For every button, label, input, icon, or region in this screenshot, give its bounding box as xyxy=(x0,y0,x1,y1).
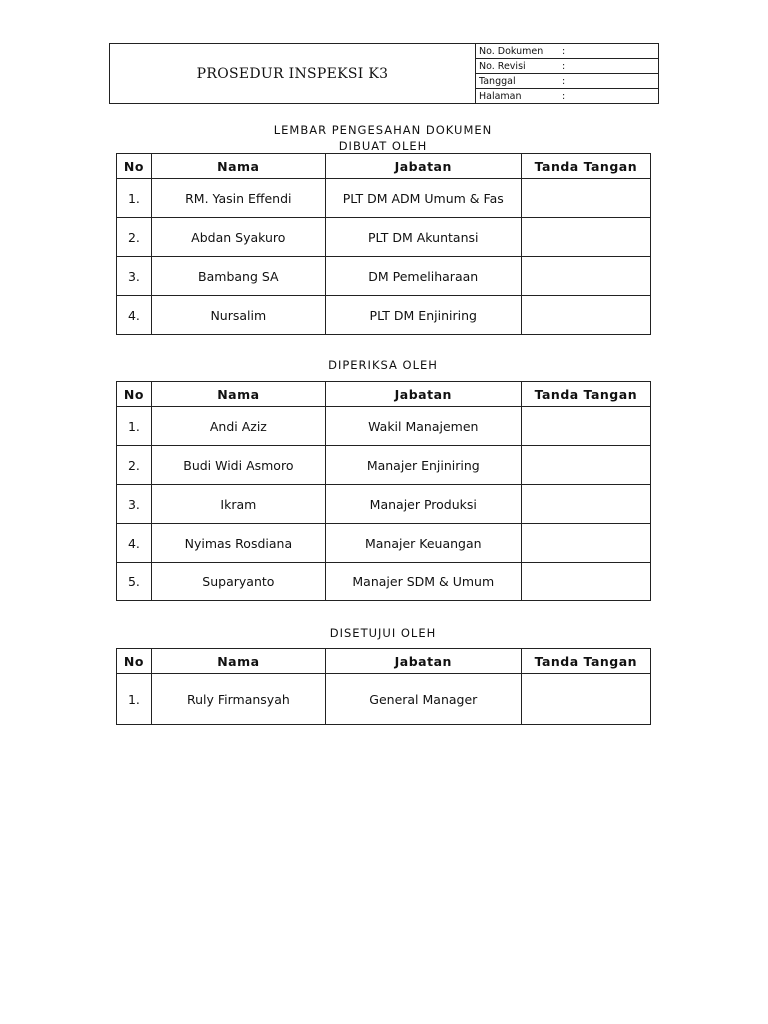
meta-label: No. Dokumen xyxy=(479,45,544,57)
document-header xyxy=(109,43,659,104)
cell-signature xyxy=(521,524,650,563)
cell-signature xyxy=(521,563,650,601)
meta-colon: : xyxy=(562,75,566,87)
cell-no: 4. xyxy=(117,524,152,563)
col-header-jabatan: Jabatan xyxy=(325,154,521,179)
table-row xyxy=(117,257,651,296)
table-row xyxy=(117,485,651,524)
col-header-nama: Nama xyxy=(151,382,325,407)
meta-label: Halaman xyxy=(479,90,522,102)
table-row xyxy=(117,446,651,485)
cell-nama: Abdan Syakuro xyxy=(151,218,325,257)
col-header-jabatan: Jabatan xyxy=(325,382,521,407)
table-row xyxy=(117,218,651,257)
table-row xyxy=(117,296,651,335)
meta-colon: : xyxy=(562,60,566,72)
section-title-diperiksa: DIPERIKSA OLEH xyxy=(328,358,438,372)
meta-row-dokumen xyxy=(475,44,658,59)
document-title: PROSEDUR INSPEKSI K3 xyxy=(110,44,476,103)
table-header-row xyxy=(117,649,651,674)
cell-jabatan: Manajer SDM & Umum xyxy=(325,563,521,601)
col-header-no: No xyxy=(117,154,152,179)
section-title-dibuat: DIBUAT OLEH xyxy=(338,139,428,153)
col-header-no: No xyxy=(117,649,152,674)
cell-nama: Ruly Firmansyah xyxy=(151,674,325,725)
cell-nama: Andi Aziz xyxy=(151,407,325,446)
meta-label: No. Revisi xyxy=(479,60,526,72)
cell-no: 2. xyxy=(117,446,152,485)
cell-jabatan: Wakil Manajemen xyxy=(325,407,521,446)
cell-signature xyxy=(521,674,650,725)
cell-jabatan: PLT DM ADM Umum & Fas xyxy=(325,179,521,218)
cell-nama: Bambang SA xyxy=(151,257,325,296)
cell-signature xyxy=(521,485,650,524)
cell-nama: RM. Yasin Effendi xyxy=(151,179,325,218)
table-row xyxy=(117,524,651,563)
cell-nama: Ikram xyxy=(151,485,325,524)
table-row xyxy=(117,674,651,725)
col-header-jabatan: Jabatan xyxy=(325,649,521,674)
cell-no: 5. xyxy=(117,563,152,601)
cell-signature xyxy=(521,296,650,335)
cell-no: 1. xyxy=(117,179,152,218)
cell-no: 4. xyxy=(117,296,152,335)
meta-label: Tanggal xyxy=(479,75,516,87)
col-header-tanda-tangan: Tanda Tangan xyxy=(521,649,650,674)
col-header-tanda-tangan: Tanda Tangan xyxy=(521,382,650,407)
col-header-tanda-tangan: Tanda Tangan xyxy=(521,154,650,179)
cell-jabatan: Manajer Produksi xyxy=(325,485,521,524)
meta-colon: : xyxy=(562,45,566,57)
document-meta-table xyxy=(475,44,658,103)
cell-signature xyxy=(521,218,650,257)
meta-row-halaman xyxy=(475,89,658,104)
col-header-nama: Nama xyxy=(151,154,325,179)
table-header-row xyxy=(117,382,651,407)
cell-nama: Nyimas Rosdiana xyxy=(151,524,325,563)
cell-jabatan: PLT DM Enjiniring xyxy=(325,296,521,335)
cell-no: 3. xyxy=(117,257,152,296)
cell-nama: Nursalim xyxy=(151,296,325,335)
cell-nama: Budi Widi Asmoro xyxy=(151,446,325,485)
meta-row-revisi xyxy=(475,59,658,74)
cell-signature xyxy=(521,257,650,296)
cell-signature xyxy=(521,446,650,485)
table-row xyxy=(117,179,651,218)
col-header-nama: Nama xyxy=(151,649,325,674)
diperiksa-table xyxy=(116,381,651,601)
meta-colon: : xyxy=(562,90,566,102)
meta-row-tanggal xyxy=(475,74,658,89)
cell-jabatan: Manajer Keuangan xyxy=(325,524,521,563)
cell-no: 3. xyxy=(117,485,152,524)
cell-no: 2. xyxy=(117,218,152,257)
page-title: LEMBAR PENGESAHAN DOKUMEN xyxy=(273,123,493,137)
cell-no: 1. xyxy=(117,407,152,446)
table-row xyxy=(117,407,651,446)
dibuat-table xyxy=(116,153,651,335)
col-header-no: No xyxy=(117,382,152,407)
disetujui-table xyxy=(116,648,651,725)
cell-jabatan: General Manager xyxy=(325,674,521,725)
cell-jabatan: DM Pemeliharaan xyxy=(325,257,521,296)
cell-jabatan: Manajer Enjiniring xyxy=(325,446,521,485)
cell-signature xyxy=(521,179,650,218)
cell-jabatan: PLT DM Akuntansi xyxy=(325,218,521,257)
cell-no: 1. xyxy=(117,674,152,725)
table-row xyxy=(117,563,651,601)
cell-nama: Suparyanto xyxy=(151,563,325,601)
table-header-row xyxy=(117,154,651,179)
cell-signature xyxy=(521,407,650,446)
section-title-disetujui: DISETUJUI OLEH xyxy=(329,626,437,640)
